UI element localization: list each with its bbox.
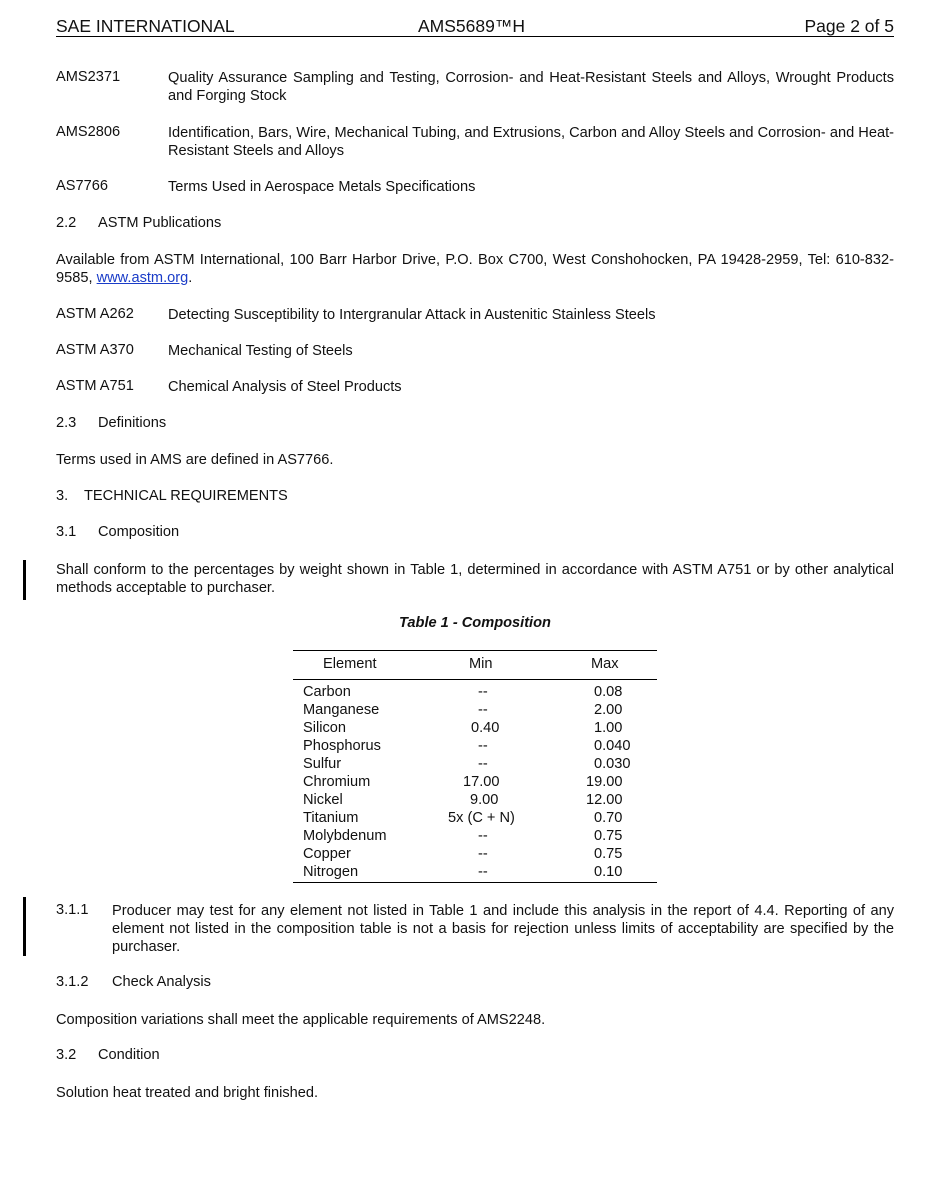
column-header: Element	[323, 656, 377, 672]
cell-max: 12.00	[586, 792, 623, 808]
cell-min: 17.00	[463, 774, 500, 790]
cell-min: --	[478, 864, 488, 880]
cell-min: 5x (C + N)	[448, 810, 515, 826]
ref-title: Detecting Susceptibility to Intergranular Attack in Austenitic Stainless Steels	[168, 307, 656, 323]
table-header-rule	[293, 679, 657, 680]
cell-max: 0.030	[594, 756, 631, 772]
cell-min: --	[478, 756, 488, 772]
cell-min: --	[478, 684, 488, 700]
ref-code: AMS2371	[56, 69, 121, 85]
column-header: Max	[591, 656, 619, 672]
cell-element: Molybdenum	[303, 828, 387, 844]
cell-max: 0.10	[594, 864, 623, 880]
section-number: 2.3	[56, 415, 77, 431]
cell-max: 1.00	[594, 720, 623, 736]
ref-code: AMS2806	[56, 124, 121, 140]
cell-element: Nitrogen	[303, 864, 359, 880]
astm-link[interactable]: www.astm.org	[96, 270, 189, 286]
section-title: TECHNICAL REQUIREMENTS	[84, 488, 288, 504]
cell-max: 0.70	[594, 810, 623, 826]
condition-text: Solution heat treated and bright finished.	[56, 1085, 319, 1101]
cell-element: Carbon	[303, 684, 351, 700]
section-number: 3.1.1	[56, 902, 89, 918]
ref-code: ASTM A370	[56, 342, 134, 358]
cell-element: Silicon	[303, 720, 346, 736]
section-number: 3.1.2	[56, 974, 89, 990]
header-org: SAE INTERNATIONAL	[56, 16, 235, 36]
definitions-text: Terms used in AMS are defined in AS7766.	[56, 452, 334, 468]
cell-min: --	[478, 702, 488, 718]
check-analysis-text: Composition variations shall meet the applicable requirements of AMS2248.	[56, 1012, 546, 1028]
ref-title: Quality Assurance Sampling and Testing, Corrosion- and Heat-Resistant Steels and Alloys, Wrought Products and Forging Stock	[168, 70, 894, 104]
table-top-rule	[293, 650, 657, 651]
cell-min: --	[478, 846, 488, 862]
change-bar	[23, 560, 26, 600]
cell-max: 0.040	[594, 738, 631, 754]
cell-min: --	[478, 828, 488, 844]
ref-title: Chemical Analysis of Steel Products	[168, 379, 402, 395]
cell-max: 0.08	[594, 684, 623, 700]
cell-element: Nickel	[303, 792, 343, 808]
astm-availability	[56, 251, 894, 287]
cell-element: Chromium	[303, 774, 371, 790]
section-number: 2.2	[56, 215, 77, 231]
composition-text: Shall conform to the percentages by weight shown in Table 1, determined in accordance with ASTM A751 or by other analytical methods acceptable to purchaser.	[56, 562, 894, 596]
cell-max: 2.00	[594, 702, 623, 718]
availability-text: Available from ASTM International, 100 Barr Harbor Drive, P.O. Box C700, West Conshohocken, PA 19428-2959, Tel: 610-832-9585,	[56, 252, 894, 286]
ref-title: Terms Used in Aerospace Metals Specifications	[168, 179, 476, 195]
cell-element: Phosphorus	[303, 738, 381, 754]
cell-element: Sulfur	[303, 756, 342, 772]
section-title: ASTM Publications	[98, 215, 222, 231]
cell-max: 0.75	[594, 828, 623, 844]
header-page-number: Page 2 of 5	[804, 16, 894, 36]
cell-min: --	[478, 738, 488, 754]
section-title: Composition	[98, 524, 180, 540]
cell-element: Titanium	[303, 810, 359, 826]
ref-title: Identification, Bars, Wire, Mechanical Tubing, and Extrusions, Carbon and Alloy Steels and Corrosion- and Heat-Resistant Steels and Alloys	[168, 125, 894, 159]
page-header	[56, 14, 894, 37]
section-number: 3.	[56, 488, 69, 504]
section-title: Check Analysis	[112, 974, 211, 990]
link-suffix: .	[188, 270, 193, 286]
ref-code: ASTM A262	[56, 306, 134, 322]
producer-test-text: Producer may test for any element not listed in Table 1 and include this analysis in the report of 4.4. Reporting of any element not listed in the composition table is not a basis for rejection unless limits of acceptability are specified by the purchaser.	[112, 903, 894, 955]
header-doc-number: AMS5689™H	[418, 16, 525, 36]
composition-table	[293, 650, 657, 884]
section-title: Condition	[98, 1047, 160, 1063]
table-bottom-rule	[293, 882, 657, 883]
change-bar	[23, 897, 26, 956]
cell-min: 9.00	[470, 792, 499, 808]
ref-code: AS7766	[56, 178, 108, 194]
section-title: Definitions	[98, 415, 167, 431]
column-header: Min	[469, 656, 493, 672]
cell-element: Copper	[303, 846, 351, 862]
cell-max: 19.00	[586, 774, 623, 790]
ref-title: Mechanical Testing of Steels	[168, 343, 353, 359]
section-number: 3.2	[56, 1047, 77, 1063]
ref-code: ASTM A751	[56, 378, 134, 394]
cell-max: 0.75	[594, 846, 623, 862]
cell-min: 0.40	[471, 720, 500, 736]
table-caption: Table 1 - Composition	[399, 615, 551, 631]
cell-element: Manganese	[303, 702, 380, 718]
section-number: 3.1	[56, 524, 77, 540]
